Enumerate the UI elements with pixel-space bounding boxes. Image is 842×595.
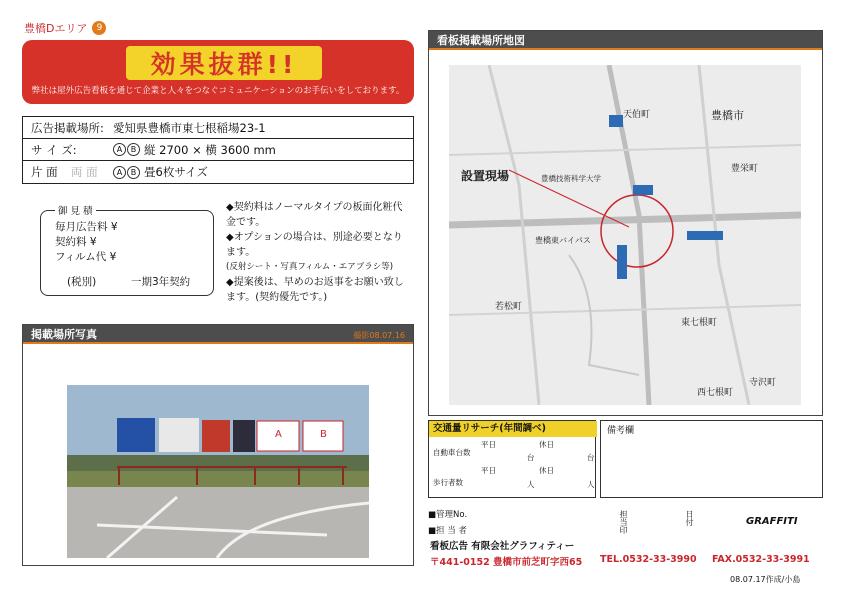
term-note: 一期3年契約 (131, 276, 191, 288)
location-value: 愛知県豊橋市東七根稲場23-1 (113, 120, 266, 135)
map-label: 西七根町 (697, 388, 734, 398)
area-number-badge: 9 (92, 21, 106, 35)
note-item: ◆提案後は、早めのお返事をお願い致します。(契約優先です。) (226, 277, 404, 303)
info-table (22, 116, 414, 184)
quote-title: 御 見 積 (55, 203, 96, 217)
map-header (429, 31, 822, 50)
contract-fee: 契約料 ¥ (55, 236, 97, 248)
footer-company: 看板広告 有限会社グラフィティー (430, 541, 575, 552)
banner-title-box (126, 46, 322, 80)
area-tag (24, 20, 106, 36)
circle-a-icon: A (113, 143, 126, 156)
face-alt-label: 両 面 (71, 165, 98, 179)
stamp-tantou: 担当印 (619, 510, 628, 534)
location-label: 広告掲載場所: (31, 120, 104, 135)
note-item: ◆契約料はノーマルタイプの板面化粧代金です。 (226, 202, 403, 228)
footer-tel: TEL.0532-33-3990 (600, 554, 697, 565)
map-section (428, 30, 823, 416)
panel-b-label: B (320, 429, 327, 440)
info-row-location (23, 117, 413, 139)
car-holiday-unit: 台 (587, 453, 595, 462)
map-label: 天伯町 (623, 110, 651, 120)
car-holiday: 休日 (539, 440, 554, 449)
walker-count-label: 歩行者数 (433, 478, 463, 487)
info-row-size (23, 139, 413, 161)
note-item: (反射シート・写真フィルム・エアブラシ等) (226, 262, 394, 272)
info-row-face (23, 161, 413, 183)
circle-a-icon: A (113, 166, 126, 179)
research-title: 交通量リサーチ(年間調べ) (429, 421, 597, 437)
film-fee: フィルム代 ¥ (55, 251, 117, 263)
area-label: 豊橋Dエリア (24, 22, 88, 35)
face-label: 片 面 (31, 165, 58, 179)
circle-b-icon: B (127, 166, 140, 179)
monthly-fee: 毎月広告料 ¥ (55, 221, 118, 233)
footer-fax: FAX.0532-33-3991 (712, 554, 810, 565)
circle-b-icon: B (127, 143, 140, 156)
note-item: ◆オプションの場合は、別途必要となります。 (226, 232, 403, 258)
car-weekday: 平日 (481, 440, 496, 449)
site-photo (67, 385, 369, 558)
stamp-date: 日付 (685, 510, 694, 526)
car-weekday-unit: 台 (527, 453, 535, 462)
face-value: 畳6枚サイズ (144, 165, 208, 179)
map-label: 寺沢町 (749, 378, 777, 388)
map-header-title: 看板掲載場所地図 (437, 33, 525, 47)
map-label: 豊栄町 (731, 164, 759, 174)
map-label: 豊橋技術科学大学 (541, 174, 601, 183)
walker-weekday-unit: 人 (527, 480, 535, 489)
staff-label: ■担 当 者 (428, 526, 467, 536)
remarks-label: 備考欄 (607, 426, 635, 436)
location-map (449, 65, 801, 405)
footer-address: 〒441-0152 豊橋市前芝町字西65 (430, 557, 583, 568)
admin-no-label: ■管理No. (428, 510, 468, 520)
remarks-box (600, 420, 823, 498)
notes (226, 200, 412, 305)
traffic-research-box (428, 420, 596, 498)
photo-header (23, 325, 413, 344)
map-label: 豊橋東バイパス (535, 236, 591, 245)
photo-date: 撮影08.07.16 (353, 331, 405, 340)
size-value: 縦 2700 × 横 3600 mm (144, 142, 276, 157)
walker-weekday: 平日 (481, 466, 496, 475)
walker-holiday-unit: 人 (587, 480, 595, 489)
map-label: 東七根町 (681, 318, 718, 328)
photo-header-title: 掲載場所写真 (31, 327, 97, 341)
research-section (428, 420, 823, 538)
promo-banner (22, 40, 414, 104)
photo-section (22, 324, 414, 566)
car-count-label: 自動車台数 (433, 448, 471, 457)
banner-subtitle: 弊社は屋外広告看板を通じて企業と人々をつなぐコミュニケーションのお手伝いをしております。 (31, 86, 405, 96)
map-label: 若松町 (495, 302, 523, 312)
size-label: サ イ ズ: (31, 142, 77, 157)
footer-credit: 08.07.17作成/小島 (730, 575, 801, 584)
quote-box (40, 206, 214, 296)
site-label: 設置現場 (461, 169, 510, 183)
tax-note: (税別) (67, 276, 97, 288)
graffiti-logo: GRAFFITI (746, 516, 798, 527)
panel-a-label: A (275, 429, 282, 440)
walker-holiday: 休日 (539, 466, 554, 475)
map-label: 豊橋市 (711, 109, 744, 122)
banner-title: 効果抜群!! (150, 50, 298, 79)
